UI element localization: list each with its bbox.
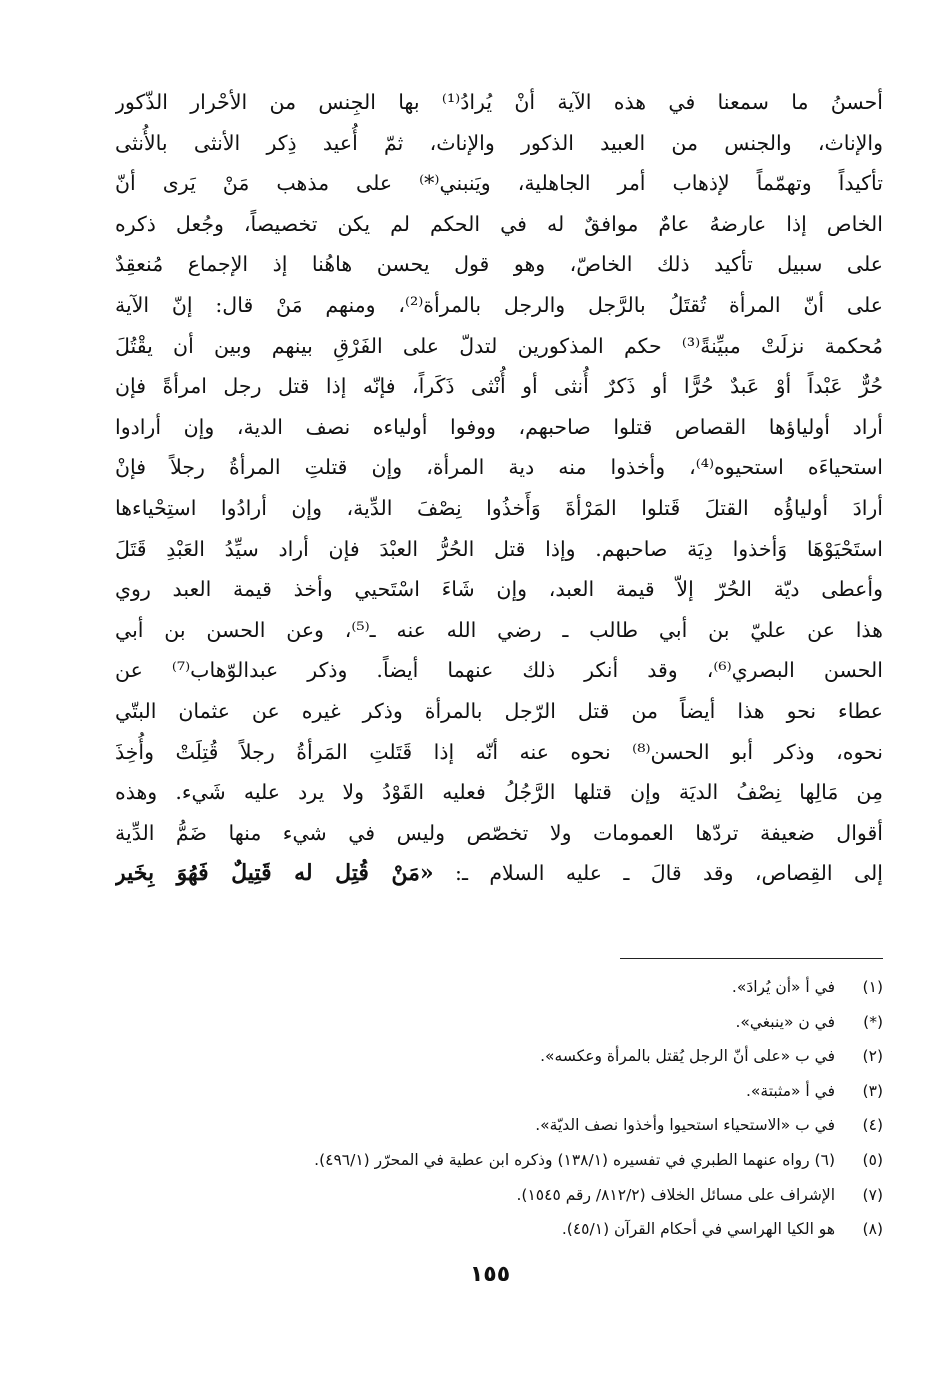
footnote	[115, 970, 883, 1005]
text-line: تأكيداً وتهمّماً لإذهاب أمر الجاهلية، ويَنبني⁽*⁾ على مذهب مَنْ يَرى أنّ	[115, 171, 883, 196]
text-line: نحوه، وذكر أبو الحسن⁽⁸⁾ نحوه عنه أنّه إذا قَتَلتِ المَرأةُ رجلاً قُتِلَتْ وأُخِذَ	[115, 739, 883, 764]
text-line: هذا عن عليّ بن أبي طالب ـ رضي الله عنه ـ⁽⁵⁾، وعن الحسن بن أبي	[115, 617, 883, 642]
footnote-number: (٤)	[862, 1116, 883, 1135]
footnote-text: في ب «الاستحياء استحيوا وأخذوا نصف الديّة».	[535, 1116, 835, 1135]
footnote-number: (٨)	[862, 1220, 883, 1239]
footnote-separator	[620, 958, 883, 959]
footnote	[115, 1212, 883, 1247]
text-line: مِن مَالِها نِصْفُ الديَة وإن قتلها الرَّجُلُ فعليه القَوْدُ ولا يرد عليه شَيء. وهذه	[115, 780, 883, 805]
footnote	[115, 1039, 883, 1074]
text-line: أحسنُ ما سمعنا في هذه الآية أنْ يُرادُ⁽¹⁾ بها الجِنس من الأحْرار الذّكور	[115, 90, 883, 114]
text-line: أقوال ضعيفة تردّها العمومات ولا تخصّص وليس في شيء منها ضَمُّ الدِّية	[115, 820, 883, 845]
footnote-text: في ب «على أنّ الرجل يُقتل بالمرأة وعكسه».	[540, 1047, 835, 1066]
footnote-text: الإشراف على مسائل الخلاف (٨١٢/٢/ رقم ١٥٤٥).	[516, 1185, 835, 1204]
last-line-regular: إلى القِصاص، وقد قالَ ـ عليه السلام ـ:	[433, 861, 883, 886]
text-line: أرادَ أولياؤُه القتلَ قَتلوا المَرْأةَ وَأَخذُوا نِصْفَ الدِّية، وإن أرادُوا استِحْياءها	[115, 495, 883, 520]
text-line: استَحْيَوْهَا وَأخذوا دِيَة صاحبهم. وإذا قتل الحُرُّ العبْدَ فإن أراد سيِّدُ العَبْدِ قَتَلَ	[115, 536, 883, 561]
footnote	[115, 1074, 883, 1109]
footnote-text: (٦) رواه عنهما الطبري في تفسيره (١٣٨/١) وذكره ابن عطية في المحرّر (٤٩٦/١).	[314, 1150, 835, 1169]
footnotes	[115, 970, 883, 1247]
text-line: على أنّ المرأة تُقتَلُ بالرَّجل والرجل بالمرأة⁽²⁾، ومنهم مَنْ قال: إنّ الآية	[115, 292, 883, 317]
text-line: الحسن البصري⁽⁶⁾، وقد أنكر ذلك عنهما أيضاً. وذكر عبدالوّهاب⁽⁷⁾ عن	[115, 658, 883, 683]
footnote	[115, 1005, 883, 1040]
footnote	[115, 1143, 883, 1178]
page-number: ١٥٥	[469, 1262, 511, 1287]
footnote-text: في أ «أن يُرادَ».	[731, 978, 835, 996]
text-line: الخاص إذا عارضهُ عامٌ موافقٌ له في الحكم لم يكن تخصيصاً، وجُعل ذكره	[115, 211, 883, 236]
footnote-text: في ن «ينبغي».	[735, 1012, 835, 1031]
hadith-quote: «مَنْ قُتِل له قَتِيلٌ فَهُوَ بِخَير	[115, 860, 434, 887]
footnote	[115, 1108, 883, 1143]
text-line-last	[115, 853, 883, 894]
footnote-text: في أ «مثبتة».	[745, 1081, 835, 1100]
text-line: مُحكمة نزلَتْ مبيِّنةً⁽³⁾ حكم المذكورين لتدلّ على الفَرْقِ بينهم وبين أن يقْتُلَ	[115, 333, 883, 358]
text-line: أراد أولياؤها القصاص قتلوا صاحبهم، ووفوا أولياءه نصف الدية، وإن أرادوا	[115, 414, 883, 439]
text-line: عطاء نحو هذا أيضاً من قتل الرّجل بالمرأة وذكر غيره عن عثمان البتّي	[115, 698, 883, 723]
main-text	[115, 82, 883, 894]
text-line: على سبيل تأكيد ذلك الخاصّ، وهو قول يحسن هاهُنا إذ الإجماع مُنعقِدٌ	[115, 252, 883, 277]
text-line: استحياءَه استحيوه⁽⁴⁾، وأخذوا منه دية المرأة، وإن قتلتِ المرأةُ رجلاً فإنْ	[115, 455, 883, 480]
footnote-text: هو الكيا الهراسي في أحكام القرآن (٤٥/١).	[561, 1220, 835, 1239]
footnote	[115, 1178, 883, 1213]
footnote-number: (٣)	[862, 1081, 883, 1100]
footnote-number: (٧)	[862, 1185, 883, 1204]
text-line: حُرٌّ عَبْداً أوْ عَبدٌ حُرًّا أو ذَكرٌ أُنثى أو أُنْثى ذَكَراً، فإنّه إذا قتل رجل امرأةً فإن	[115, 374, 883, 399]
footnote-number: (١)	[862, 978, 883, 996]
footnote-number: (٢)	[862, 1047, 883, 1066]
footnote-number: (*)	[863, 1012, 883, 1031]
text-line: والإناث، والجنس من العبيد الذكور والإناث، ثمّ أُعيد ذِكر الأنثى بالأُنثى	[115, 130, 883, 155]
text-line: وأعطى ديّة الحُرّ إلاّ قيمة العبد، وإن شَاءَ اسْتَحيي وأخذ قيمة العبد روي	[115, 577, 883, 602]
footnote-number: (٥)	[862, 1150, 883, 1169]
